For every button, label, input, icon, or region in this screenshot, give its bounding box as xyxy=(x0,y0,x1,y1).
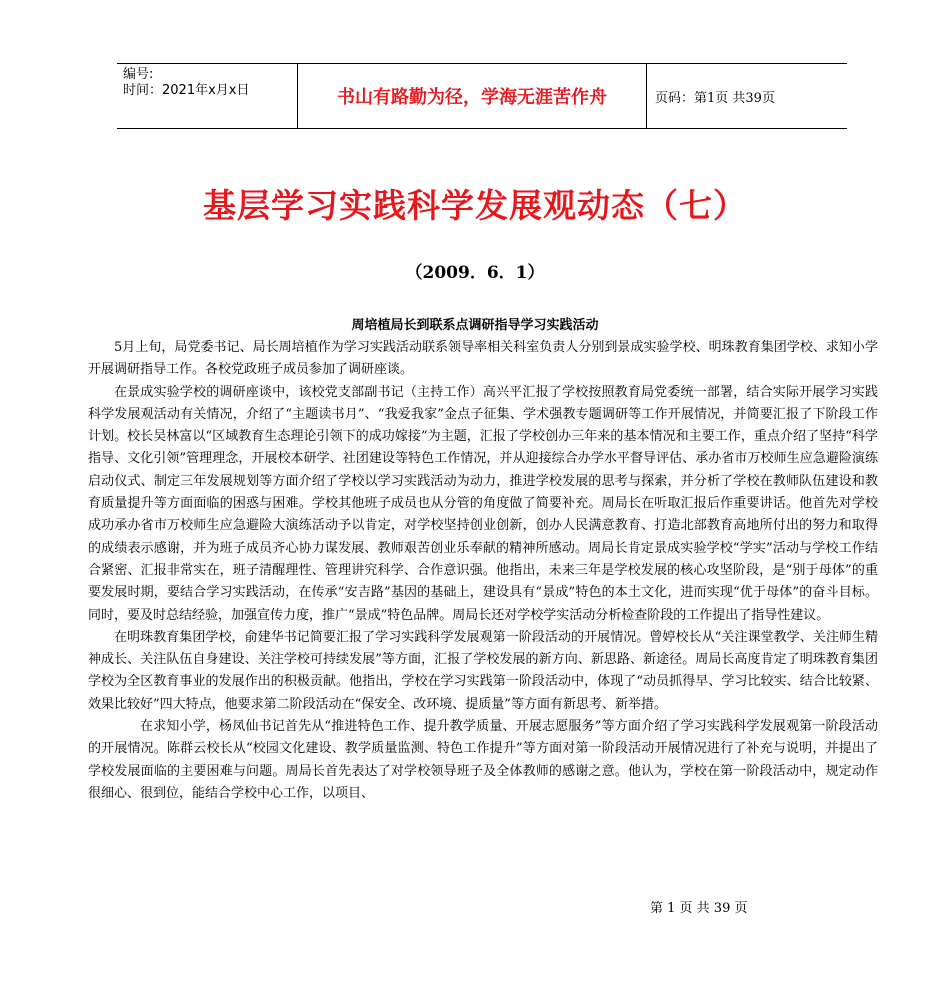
code-label: 编号: xyxy=(123,67,154,82)
time-label: 时间：2021年x月x日 xyxy=(123,83,250,98)
paragraph: 在求知小学，杨凤仙书记首先从“推进特色工作、提升教学质量、开展志愿服务”等方面介绍了学习实践科学发展观第一阶段活动的开展情况。陈群云校长从“校园文化建设、教学质量监测、特色工作提升”等方面对第一阶段活动开展情况进行了补充与说明，并提出了学校发展面临的主要困难与问题。周局长首先表达了对学校领导班子及全体教师的感谢之意。他认为，学校在第一阶段活动中，规定动作很细心、很到位，能结合学校中心工作，以项目、 xyxy=(88,719,878,801)
header-page-info: 页码：第1页 共39页 xyxy=(655,90,775,106)
page-header xyxy=(117,63,847,129)
document-date: （2009．6．1） xyxy=(405,263,545,283)
page-footer: 第 1 页 共 39 页 xyxy=(650,901,748,916)
header-meta xyxy=(117,64,298,128)
paragraph: 5月上旬，局党委书记、局长周培植作为学习实践活动联系领导率相关科室负责人分别到景成实验学校、明珠教育集团学校、求知小学开展调研指导工作。各校党政班子成员参加了调研座谈。 xyxy=(88,340,878,378)
article-body xyxy=(88,337,878,805)
header-motto: 书山有路勤为径，学海无涯苦作舟 xyxy=(298,64,647,128)
paragraph: 在明珠教育集团学校，俞建华书记简要汇报了学习实践科学发展观第一阶段活动的开展情况。曾婷校长从“关注课堂教学、关注师生精神成长、关注队伍自身建设、关注学校可持续发展”等方面，汇报了学校发展的新方向、新思路、新途径。周局长高度肯定了明珠教育集团学校为全区教育事业的发展作出的积极贡献。他指出，学校在学习实践第一阶段活动中，体现了“动员抓得早、学习比较实、结合比较紧、效果比较好”四大特点，他要求第二阶段活动在“保安全、改环境、提质量”等方面有新思考、新举措。 xyxy=(88,629,878,712)
document-title: 基层学习实践科学发展观动态（七） xyxy=(203,186,747,225)
article-subtitle: 周培植局长到联系点调研指导学习实践活动 xyxy=(351,318,599,333)
paragraph: 在景成实验学校的调研座谈中，该校党支部副书记（主持工作）高兴平汇报了学校按照教育局党委统一部署，结合实际开展学习实践科学发展观活动有关情况，介绍了“主题读书月”、“我爱我家”金点子征集、学术强教专题调研等工作开展情况，并简要汇报了下阶段工作计划。校长吴林富以“区域教育生态理论引领下的成功嫁接”为主题，汇报了学校创办三年来的基本情况和主要工作，重点介绍了坚持“科学指导、文化引领”管理理念，开展校本研学、社团建设等特色工作情况，并从迎接综合办学水平督导评估、承办省市万校师生应急避险演练启动仪式、制定三年发展规划等方面介绍了学校以学习实践活动为动力，推进学校发展的思考与探索，并分析了学校在教师队伍建设和教育质量提升等方面面临的困惑与困难。学校其他班子成员也从分管的角度做了简要补充。周局长在听取汇报后作重要讲话。他首先对学校成功承办省市万校师生应急避险大演练活动予以肯定，对学校坚持创业创新，创办人民满意教育、打造北部教育高地所付出的努力和取得的成绩表示感谢，并为班子成员齐心协力谋发展、教师艰苦创业乐奉献的精神所感动。周局长肯定景成实验学校“学实”活动与学校工作结合紧密、汇报非常实在，班子清醒理性、管理讲究科学、合作意识强。他指出，未来三年是学校发展的核心攻坚阶段，是“别于母体”的重要发展时期，要结合学习实践活动，在传承“安吉路”基因的基础上，建设具有“景成”特色的本土文化，进而实现“优于母体”的奋斗目标。同时，要及时总结经验，加强宣传力度，推广“景成”特色品牌。周局长还对学校学实活动分析检查阶段的工作提出了指导性建议。 xyxy=(88,384,878,623)
